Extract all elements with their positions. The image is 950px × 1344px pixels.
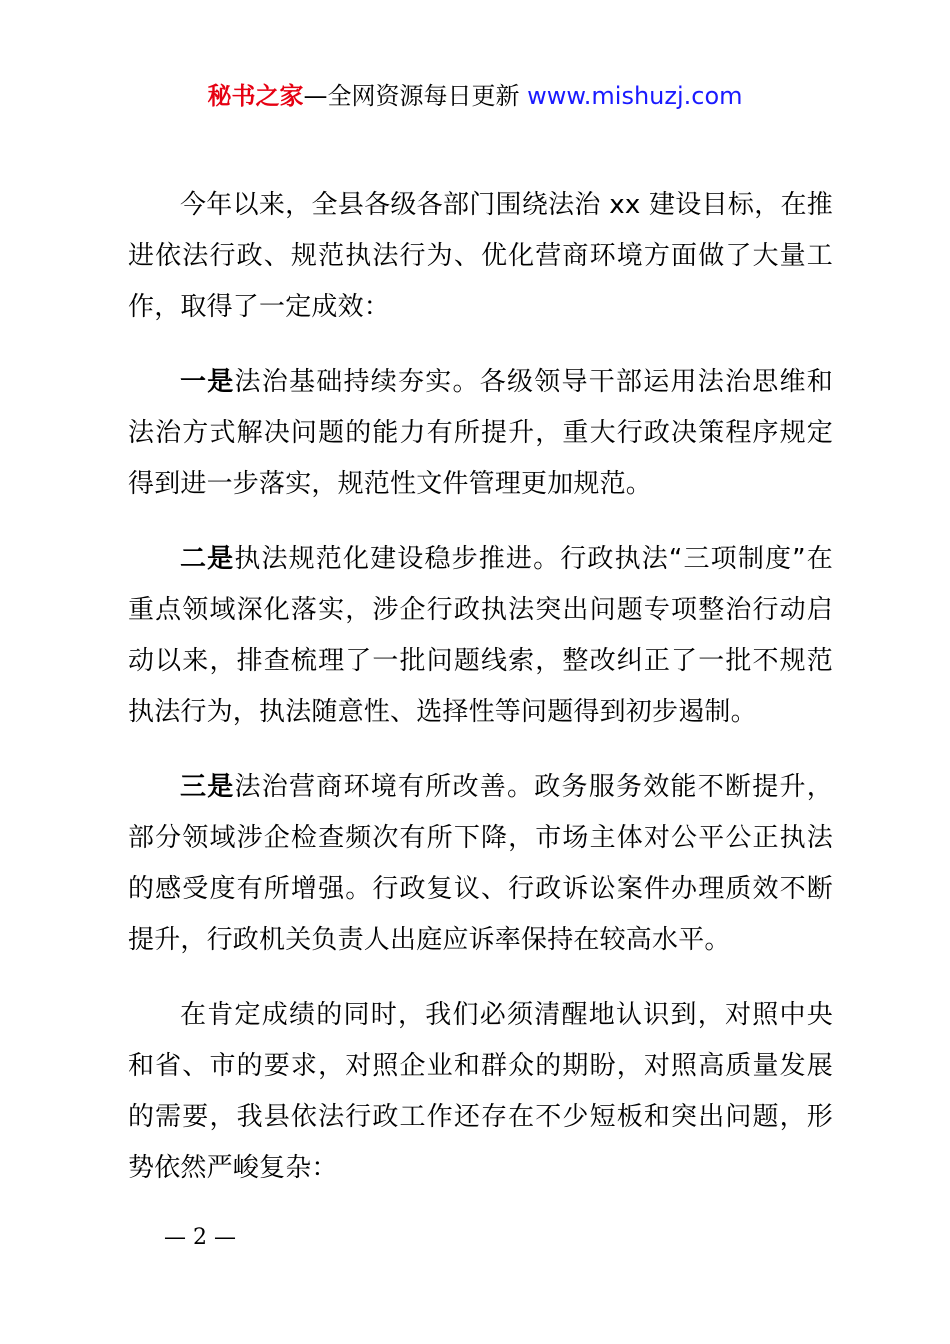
paragraph-text: 法治营商环境有所改善。政务服务效能不断提升，部分领域涉企检查频次有所下降，市场主体对公平公正执法的感受度有所增强。行政复议、行政诉讼案件办理质效不断提升，行政机关负责人出庭应诉率保持在较高水平。 — [128, 772, 834, 955]
site-url-link[interactable]: www.mishuzj.com — [527, 82, 743, 110]
paragraph-lead: 三是 — [180, 772, 235, 802]
paragraph-point-one — [128, 357, 833, 510]
paragraph-lead: 一是 — [180, 367, 235, 397]
page-number: — 2 — — [164, 1225, 236, 1250]
site-header — [0, 78, 950, 114]
header-tagline: —全网资源每日更新 — [303, 82, 528, 110]
paragraph-text: 在肯定成绩的同时，我们必须清醒地认识到，对照中央和省、市的要求，对照企业和群众的期盼，对照高质量发展的需要，我县依法行政工作还存在不少短板和突出问题，形势依然严峻复杂： — [128, 1000, 833, 1183]
paragraph-point-three — [128, 762, 833, 966]
document-body — [128, 180, 833, 1218]
paragraph-text: 执法规范化建设稳步推进。行政执法“三项制度”在重点领域深化落实，涉企行政执法突出问题专项整治行动启动以来，排查梳理了一批问题线索，整改纠正了一批不规范执法行为，执法随意性、选择性等问题得到初步遏制。 — [128, 544, 833, 727]
paragraph-text: 今年以来，全县各级各部门围绕法治 xx 建设目标，在推进依法行政、规范执法行为、优化营商环境方面做了大量工作，取得了一定成效： — [128, 190, 833, 322]
paragraph-text: 法治基础持续夯实。各级领导干部运用法治思维和法治方式解决问题的能力有所提升，重大行政决策程序规定得到进一步落实，规范性文件管理更加规范。 — [128, 367, 834, 499]
paragraph-lead: 二是 — [180, 544, 235, 574]
brand-name: 秘书之家 — [207, 82, 304, 110]
paragraph-point-two — [128, 534, 833, 738]
paragraph-intro — [128, 180, 833, 333]
paragraph-conclusion — [128, 990, 833, 1194]
